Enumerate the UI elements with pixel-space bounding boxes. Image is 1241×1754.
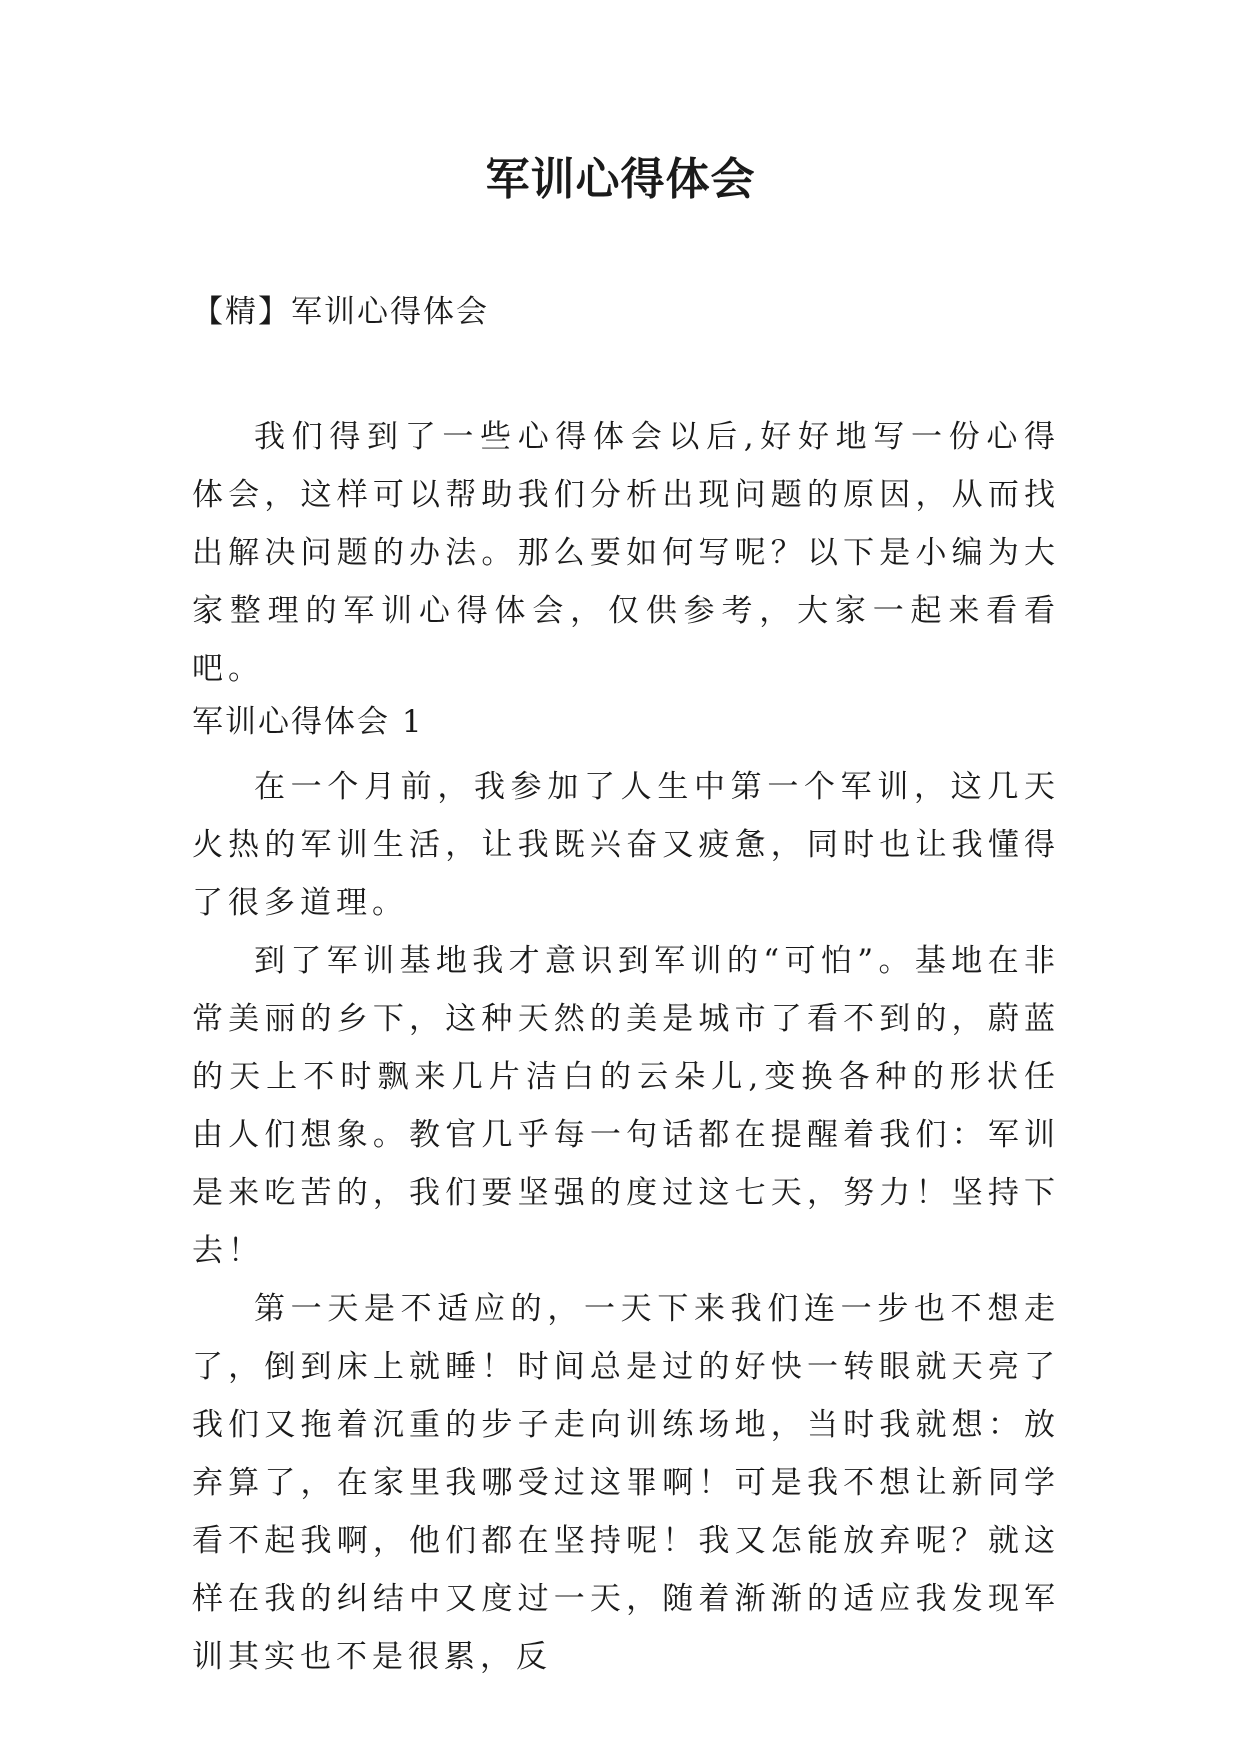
body-paragraph-1: 在一个月前，我参加了人生中第一个军训，这几天火热的军训生活，让我既兴奋又疲惫，同时也让我懂得了很多道理。	[192, 769, 1060, 921]
document-subtitle: 【精】军训心得体会	[192, 294, 489, 330]
document-title: 军训心得体会	[485, 154, 756, 205]
body-paragraph-2: 到了军训基地我才意识到军训的“可怕”。基地在非常美丽的乡下，这种天然的美是城市了看不到的，蔚蓝的天上不时飘来几片洁白的云朵儿,变换各种的形状任由人们想象。教官几乎每一句话都在提醒着我们：军训是来吃苦的，我们要坚强的度过这七天，努力！坚持下去！	[192, 943, 1060, 1269]
intro-paragraph: 我们得到了一些心得体会以后,好好地写一份心得体会，这样可以帮助我们分析出现问题的原因，从而找出解决问题的办法。那么要如何写呢？以下是小编为大家整理的军训心得体会，仅供参考，大家一起来看看吧。	[192, 419, 1060, 687]
section-body	[192, 758, 1060, 1686]
section-heading: 军训心得体会 1	[192, 704, 424, 740]
body-paragraph-3: 第一天是不适应的，一天下来我们连一步也不想走了，倒到床上就睡！时间总是过的好快一转眼就天亮了我们又拖着沉重的步子走向训练场地，当时我就想：放弃算了，在家里我哪受过这罪啊！可是我不想让新同学看不起我啊，他们都在坚持呢！我又怎能放弃呢？就这样在我的纠结中又度过一天，随着渐渐的适应我发现军训其实也不是很累，反	[192, 1291, 1060, 1675]
